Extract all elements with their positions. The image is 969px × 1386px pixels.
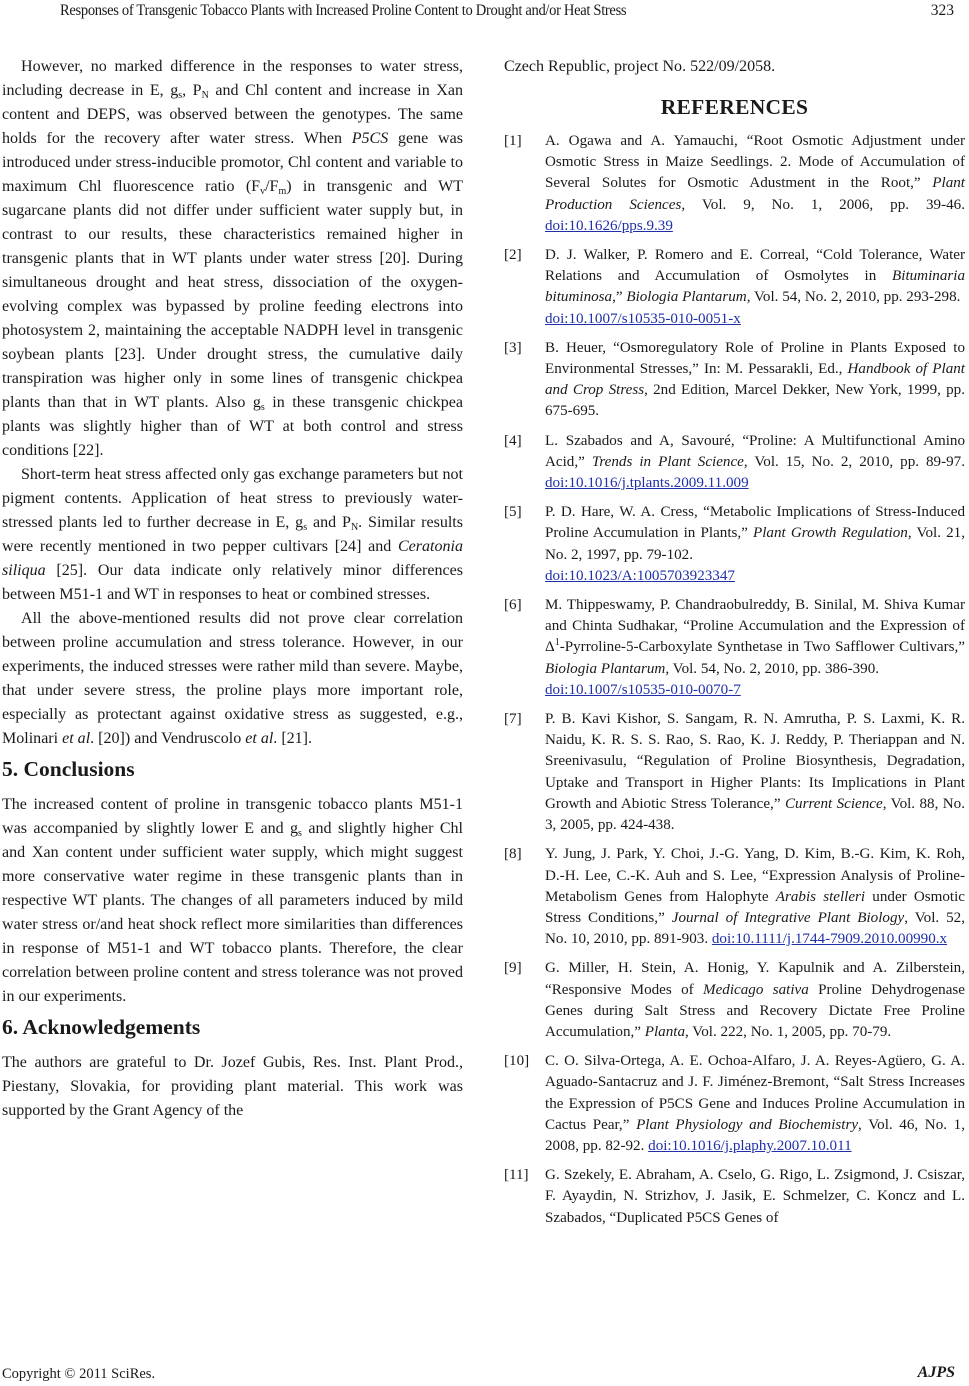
running-header [0, 0, 969, 22]
doi-link[interactable]: doi:10.1016/j.plaphy.2007.10.011 [648, 1137, 852, 1154]
reference-number: [10] [504, 1053, 530, 1070]
italic-text: Biologia Plantarum [626, 289, 747, 306]
italic-text: Handbook of Plant and Crop Stress [545, 361, 965, 399]
body-paragraph: However, no marked difference in the responses to water stress, including decrease in E, $g_s$, $P_N$ and Chl content and increase in Xan content and DEPS, was observed between the genotypes. The same holds for the recovery after water stress. When P5CS gene was introduced under stress-inducible promotor, Chl content and variable to maximum Chl fluorescence ratio $(F_v/F_m)$ in transgenic and WT sugarcane plants did not differ under sufficient water supply but, in contrast to our results, these characteristics remained higher in transgenic plants that in WT plants under water stress [20]. During simultaneous drought and heat stress, dissociation of the oxygen-evolving complex was bypassed by proline feeding electrons into photosystem 2, maintaining the acceptable NADPH level in transgenic soybean plants [23]. Under drought stress, the cumulative daily transpiration was higher only in some lines of transgenic chickpea plants than that in WT plants. Also $g_s$ in these transgenic chickpea plants was slightly higher than of WT at both control and stress conditions [22]. [2, 58, 464, 459]
journal-abbreviation: AJPS [917, 1364, 955, 1381]
reference-number: [6] [504, 597, 522, 614]
reference-text: A. Ogawa and A. Yamauchi, “Root Osmotic Adjustment under Osmotic Stress in Maize Seedlings. 2. Mode of Accumulation of Several Solutes for Osmotic Adustment in the Root,” Plant Production Sciences, Vol. 9, No. 1, 2006, pp. 39-46. doi:10.1626/pps.9.39 [545, 133, 966, 234]
reference-number: [3] [504, 339, 522, 356]
copyright-notice: Copyright © 2011 SciRes. [2, 1366, 156, 1382]
body-paragraph: Short-term heat stress affected only gas exchange parameters but not pigment contents. Application of heat stress to previously water-stressed plants led to further decrease in E, $g_s$ and $P_N$. Similar results were recently mentioned in two pepper cultivars [24] and Ceratonia siliqua [25]. Our data indicate only relatively minor differences between M51-1 and WT in responses to heat or combined stresses. [2, 466, 463, 603]
reference-item [504, 431, 965, 495]
reference-item [504, 502, 965, 587]
subscript: m [278, 186, 287, 197]
doi-link[interactable]: doi:10.1111/j.1744-7909.2010.00990.x [711, 931, 948, 948]
reference-text: P. B. Kavi Kishor, S. Sangam, R. N. Amrutha, P. S. Laxmi, K. R. Naidu, K. R. S. S. Rao, S. Rao, K. J. Reddy, P. Theriappan and N. Sreenivasulu, “Regulation of Proline Biosynthesis, Degradation, Uptake and Transport in Higher Plants: Its Implications in Plant Growth and Abiotic Stress Tolerance,” Current Science, Vol. 88, No. 3, 2005, pp. 424-438. [545, 711, 965, 834]
reference-item [504, 958, 965, 1043]
left-column [2, 55, 463, 1123]
continued-paragraph: Czech Republic, project No. 522/09/2058. [504, 58, 776, 75]
running-title: Responses of Transgenic Tobacco Plants with Increased Proline Content to Drought and/or Heat Stress [60, 2, 627, 19]
reference-text: G. Miller, H. Stein, A. Honig, Y. Kapulnik and A. Zilberstein, “Responsive Modes of Medicago sativa Proline Dehydrogenase Genes during Salt Stress and Recovery Dictate Free Proline Accumulation,” Planta, Vol. 222, No. 1, 2005, pp. 70-79. [545, 960, 965, 1040]
reference-number: [4] [504, 432, 522, 449]
subscript: s [303, 522, 308, 533]
references-list [504, 131, 965, 1229]
reference-number: [11] [504, 1167, 529, 1184]
reference-text: M. Thippeswamy, P. Chandraobulreddy, B. Sinilal, M. Shiva Kumar and Chinta Sudhakar, “Proline Accumulation and the Expression of $\Delta^1-Pyrroline-5$-Carboxylate Synthetase in Two Safflower Cultivars,” Biologia Plantarum, Vol. 54, No. 2, 2010, pp. 386-390. doi:10.1007/s10535-010-0070-7 [545, 597, 965, 698]
reference-item [504, 1165, 965, 1229]
body-paragraph: All the above-mentioned results did not prove clear correlation between proline accumulation and stress tolerance. However, in our experiments, the induced stresses were rather mild than severe. Maybe, that under severe stress, the proline plays more important role, especially as protectant against oxidative stress as suggested, e.g., Molinari et al. [20]) and Vendruscolo et al. [21]. [2, 610, 463, 747]
reference-text: Y. Jung, J. Park, Y. Choi, J.-G. Yang, D. Kim, B.-G. Kim, K. Roh, D.-H. Lee, C.-K. Auh and S. Lee, “Expression Analysis of Proline-Metabolism Genes from Halophyte Arabis stelleri under Osmotic Stress Conditions,” Journal of Integrative Plant Biology, Vol. 52, No. 10, 2010, pp. 891-903. doi:10.1111/j.1744-7909.2010.00990.x [545, 846, 966, 948]
section-heading: 5. Conclusions [2, 757, 135, 781]
italic-text: et al [245, 730, 274, 747]
italic-text: Arabis stelleri [775, 888, 866, 905]
italic-text: Trends in Plant Science [591, 453, 744, 470]
italic-text: Plant Production Sciences [545, 175, 965, 213]
subscript: s [178, 90, 183, 101]
superscript: 1 [554, 637, 560, 649]
doi-link[interactable]: doi:10.1016/j.tplants.2009.11.009 [545, 475, 749, 492]
italic-text: P5CS [351, 130, 389, 147]
reference-item [504, 1051, 965, 1157]
references-heading: REFERENCES [660, 95, 809, 119]
subscript: v [260, 186, 266, 197]
reference-text: B. Heuer, “Osmoregulatory Role of Proline in Plants Exposed to Environmental Stresses,” In: M. Pessarakli, Ed., Handbook of Plant and Crop Stress, 2nd Edition, Marcel Dekker, New York, 1999, pp. 675-695. [545, 339, 965, 420]
doi-link[interactable]: doi:10.1626/pps.9.39 [545, 217, 673, 234]
reference-number: [7] [504, 711, 522, 728]
subscript: s [298, 828, 302, 839]
subscript: N [201, 90, 209, 101]
italic-text: Bituminaria bituminosa [545, 268, 965, 306]
reference-text: G. Szekely, E. Abraham, A. Cselo, G. Rigo, L. Zsigmond, J. Csiszar, F. Ayaydin, N. Strizhov, J. Jasik, E. Schmelzer, C. Koncz and L. Szabados, “Duplicated P5CS Genes of [545, 1167, 965, 1226]
body-paragraph: The increased content of proline in transgenic tobacco plants M51-1 was accompanied by slightly lower E and $g_s$ and slightly higher Chl and Xan content under sufficient water supply, which might suggest more conservative water regime in these transgenic plants than in respective WT plants. The changes of all parameters induced by mild water stress or/and heat shock reflect more similarities than differences in response of M51-1 and WT tobacco plants. Therefore, the clear correlation between proline content and stress tolerance was not proved in our experiments. [2, 796, 464, 1005]
subscript: N [350, 522, 359, 533]
reference-number: [2] [504, 247, 522, 264]
right-column [504, 55, 965, 1237]
italic-text: Plant Physiology and Biochemistry [636, 1116, 859, 1133]
reference-text: C. O. Silva-Ortega, A. E. Ochoa-Alfaro, J. A. Reyes-Agüero, G. A. Aguado-Santacruz and J. F. Jiménez-Bremont, “Salt Stress Increases the Expression of P5CS Gene and Induces Proline Accumulation in Cactus Pear,” Plant Physiology and Biochemistry, Vol. 46, No. 1, 2008, pp. 82-92. doi:10.1016/j.plaphy.2007.10.011 [545, 1053, 965, 1154]
reference-number: [1] [504, 133, 522, 149]
reference-text: P. D. Hare, W. A. Cress, “Metabolic Implications of Stress-Induced Proline Accumulation in Plants,” Plant Growth Regulation, Vol. 21, No. 2, 1997, pp. 79-102. doi:10.1023/A:1005703923347 [545, 504, 965, 584]
italic-text: Biologia Plantarum [545, 660, 666, 677]
reference-number: [8] [504, 846, 522, 863]
reference-item [504, 595, 965, 701]
reference-text: D. J. Walker, P. Romero and E. Correal, “Cold Tolerance, Water Relations and Accumulation of Osmolytes in Bituminaria bituminosa,” Biologia Plantarum, Vol. 54, No. 2, 2010, pp. 293-298. doi:10.1007/s10535-010-0051-x [545, 247, 965, 327]
italic-text: Plant Growth Regulation [753, 525, 908, 542]
italic-text: et al [62, 730, 91, 747]
italic-text: Journal of Integrative Plant Biology [671, 909, 905, 926]
body-paragraph: The authors are grateful to Dr. Jozef Gubis, Res. Inst. Plant Prod., Piestany, Slovakia, for providing plant material. This work was supported by the Grant Agency of the [2, 1054, 463, 1119]
reference-item [504, 245, 965, 330]
page-number: 323 [930, 2, 954, 19]
reference-item [504, 844, 965, 950]
reference-text: L. Szabados and A, Savouré, “Proline: A Multifunctional Amino Acid,” Trends in Plant Science, Vol. 15, No. 2, 2010, pp. 89-97. doi:10.1016/j.tplants.2009.11.009 [545, 432, 965, 492]
italic-text: Planta [644, 1023, 686, 1040]
italic-text: Medicago sativa [703, 981, 809, 998]
reference-number: [5] [504, 504, 522, 521]
reference-item [504, 709, 965, 836]
italic-text: Current Science [784, 795, 883, 812]
doi-link[interactable]: doi:10.1023/A:1005703923347 [545, 567, 735, 584]
doi-link[interactable]: doi:10.1007/s10535-010-0051-x [545, 310, 741, 327]
reference-item [504, 338, 965, 423]
subscript: s [260, 402, 265, 413]
italic-text: Ceratonia siliqua [2, 538, 463, 579]
reference-item [504, 131, 965, 237]
section-heading: 6. Acknowledgements [2, 1015, 201, 1039]
doi-link[interactable]: doi:10.1007/s10535-010-0070-7 [545, 681, 741, 698]
reference-number: [9] [504, 960, 522, 977]
